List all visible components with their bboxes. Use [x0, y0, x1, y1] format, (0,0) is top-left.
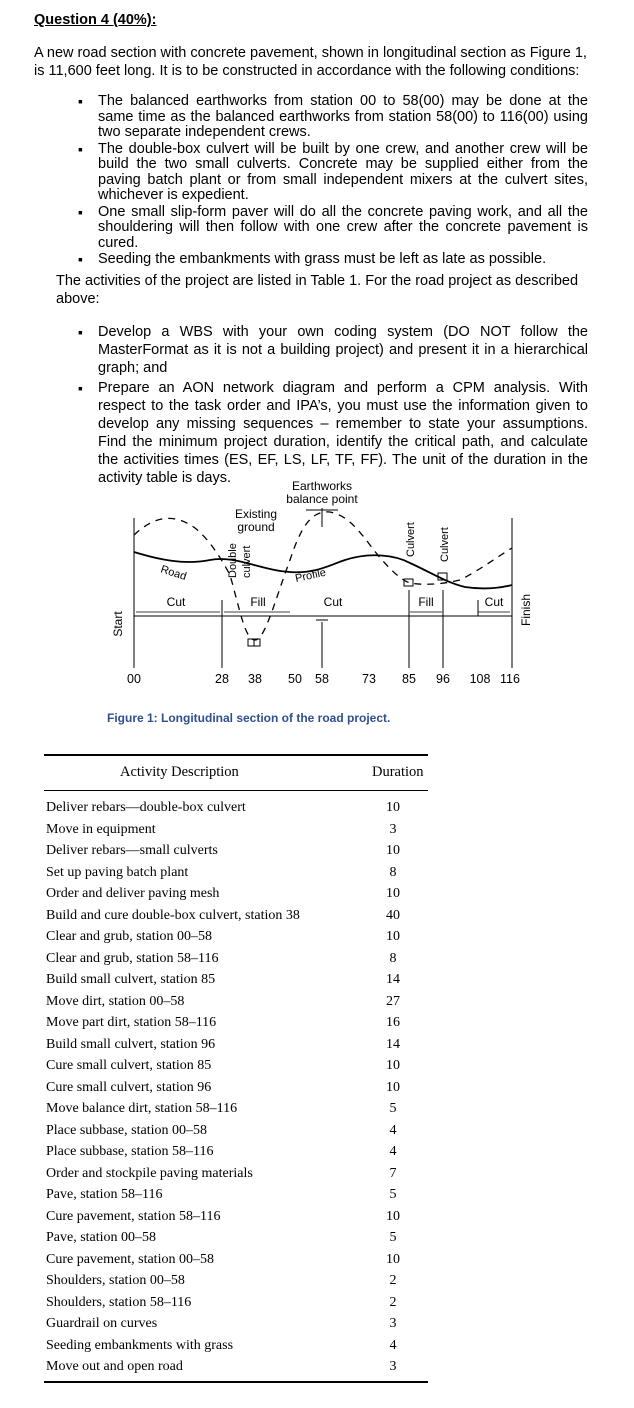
activity-description: Place subbase, station 58–116: [46, 1144, 214, 1159]
question-intro: A new road section with concrete pavement, shown in longitudinal section as Figure 1, is 11,600 feet long. It is to be constructed in accordance with the following conditions:: [34, 45, 587, 79]
table-row: [44, 1338, 428, 1360]
activity-duration: 16: [386, 1015, 400, 1030]
table-row: [44, 886, 428, 908]
activity-description: Cure pavement, station 58–116: [46, 1208, 221, 1224]
station-label: 38: [248, 672, 262, 686]
table-bottom-rule: [44, 1381, 428, 1383]
station-label: 28: [215, 672, 229, 686]
activity-description: Move balance dirt, station 58–116: [46, 1101, 238, 1116]
table-row: [44, 1080, 428, 1102]
table-row: [44, 1273, 428, 1295]
activity-duration: 8: [389, 950, 397, 966]
table-row: [44, 1101, 428, 1123]
table-row: [44, 1058, 428, 1080]
existing-ground-label: ground: [237, 520, 275, 534]
table-row: [44, 1144, 428, 1166]
activity-description: Move part dirt, station 58–116: [46, 1015, 217, 1030]
activity-description: Build and cure double-box culvert, station 38: [46, 907, 300, 923]
station-label: 108: [469, 672, 491, 686]
activity-description: Pave, station 00–58: [46, 1230, 157, 1245]
table-row: [44, 1187, 428, 1209]
tasks-list: [78, 323, 588, 489]
activity-description: Shoulders, station 00–58: [46, 1273, 185, 1288]
table-row: [44, 994, 428, 1016]
balance-point-label: balance point: [286, 492, 358, 506]
double-culvert-label: Double: [227, 543, 239, 578]
activity-description: Build small culvert, station 85: [46, 972, 216, 987]
activity-duration: 10: [386, 1058, 400, 1073]
activity-duration: 10: [386, 886, 400, 901]
activity-duration: 4: [389, 1122, 397, 1138]
table-row: [44, 1295, 428, 1317]
activity-description: Set up paving batch plant: [46, 864, 189, 880]
activity-duration: 14: [386, 972, 400, 987]
activity-duration: 14: [386, 1036, 400, 1052]
task-item: ▪ Prepare an AON network diagram and perform a CPM analysis. With respect to the task order and IPA’s, you must use the information given to develop any missing sequences – remember to state your assumptions. Find the minimum project duration, identify the critical path, and calculate the activities times (ES, EF, LS, LF, TF, FF). The unit of the duration in the activity table is days.: [78, 379, 588, 487]
condition-item: ▪ Seeding the embankments with grass must be left as late as possible.: [78, 252, 588, 268]
table-row: [44, 843, 428, 865]
activity-description: Cure small culvert, station 96: [46, 1079, 212, 1095]
condition-item: ▪ One small slip-form paver will do all the concrete paving work, and all the shouldering will then follow with one crew after the concrete pavement is cured.: [78, 205, 588, 252]
station-label: 50: [288, 672, 302, 686]
table-row: [44, 972, 428, 994]
table-row: [44, 1230, 428, 1252]
activity-description: Seeding embankments with grass: [46, 1337, 234, 1353]
activity-description: Order and deliver paving mesh: [46, 886, 220, 901]
activity-duration: 40: [386, 907, 400, 923]
activity-duration: 3: [389, 1316, 397, 1331]
cut-label: Cut: [323, 595, 343, 609]
station-label: 96: [436, 672, 450, 686]
activity-duration: 2: [389, 1273, 397, 1288]
fill-label: Fill: [250, 595, 266, 609]
question-title: Question 4 (40%):: [34, 12, 157, 28]
activity-description: Order and stockpile paving materials: [46, 1165, 253, 1181]
figure-caption: Figure 1: Longitudinal section of the road project.: [107, 711, 391, 725]
activity-description: Guardrail on curves: [46, 1316, 158, 1331]
station-label: 00: [127, 672, 141, 686]
activity-duration: 2: [389, 1294, 397, 1310]
activity-duration: 8: [389, 864, 397, 880]
activity-duration: 3: [389, 1359, 397, 1374]
table-row: [44, 800, 428, 822]
activity-duration: 5: [389, 1230, 397, 1245]
activity-description: Clear and grub, station 58–116: [46, 950, 219, 966]
activity-duration: 10: [386, 1208, 400, 1224]
existing-ground-label: Existing: [234, 507, 278, 521]
start-label: Start: [111, 611, 125, 637]
activity-description: Build small culvert, station 96: [46, 1036, 216, 1052]
road-label: Road: [159, 563, 188, 583]
station-label: 85: [402, 672, 416, 686]
profile-label: Profile: [294, 566, 328, 585]
activity-description: Move dirt, station 00–58: [46, 993, 185, 1009]
station-label: 58: [315, 672, 329, 686]
task-item: ▪ Develop a WBS with your own coding system (DO NOT follow the MasterFormat as it is not a building project) and present it in a hierarchical graph; and: [78, 323, 588, 377]
activity-description: Deliver rebars—small culverts: [46, 843, 218, 858]
station-label: 73: [362, 672, 376, 686]
longitudinal-section-figure: [0, 476, 634, 706]
station-label: 116: [500, 672, 520, 686]
table-header-rule: [44, 790, 428, 791]
activity-description: Shoulders, station 58–116: [46, 1294, 192, 1310]
activity-duration: 10: [386, 1251, 400, 1267]
culvert-label: Culvert: [439, 527, 451, 562]
table-row: [44, 1316, 428, 1338]
conditions-list: [78, 94, 588, 269]
table-row: [44, 929, 428, 951]
table-row: [44, 1015, 428, 1037]
table-row: [44, 908, 428, 930]
finish-label: Finish: [519, 593, 533, 627]
activity-description: Clear and grub, station 00–58: [46, 929, 213, 944]
activity-description: Cure pavement, station 00–58: [46, 1251, 214, 1267]
table-top-rule: [44, 754, 428, 756]
activity-duration: 10: [386, 929, 400, 944]
table-row: [44, 865, 428, 887]
activity-duration: 5: [389, 1187, 397, 1202]
activity-duration: 7: [389, 1165, 397, 1181]
table-row: [44, 951, 428, 973]
cut-label: Cut: [484, 595, 504, 609]
cut-label: Cut: [166, 595, 186, 609]
activities-intro: The activities of the project are listed in Table 1. For the road project as described above:: [56, 273, 579, 307]
activity-description: Place subbase, station 00–58: [46, 1122, 207, 1138]
activity-duration: 4: [389, 1337, 397, 1353]
header-duration: Duration: [372, 764, 424, 780]
table-row: [44, 1209, 428, 1231]
table-row: [44, 1037, 428, 1059]
fill-label: Fill: [418, 595, 434, 609]
table-row: [44, 822, 428, 844]
culvert-label: Culvert: [405, 522, 417, 557]
activity-description: Deliver rebars—double-box culvert: [46, 800, 246, 815]
table-row: [44, 1359, 428, 1381]
condition-item: ▪ The double-box culvert will be built by one crew, and another crew will be build the two small culverts. Concrete may be supplied either from the paving batch plant or from small independent mixers at the culvert sites, whichever is expedient.: [78, 142, 588, 204]
balance-point-label: Earthworks: [291, 479, 353, 493]
table-row: [44, 1166, 428, 1188]
activity-description: Pave, station 58–116: [46, 1187, 163, 1202]
double-culvert-label: culvert: [241, 545, 253, 578]
activity-description: Move in equipment: [46, 821, 156, 837]
activity-duration: 4: [389, 1144, 397, 1159]
activity-duration: 10: [386, 800, 400, 815]
activity-description: Move out and open road: [46, 1359, 183, 1374]
header-activity: Activity Description: [120, 764, 239, 780]
activity-duration: 27: [386, 993, 400, 1009]
activity-duration: 10: [386, 843, 400, 858]
activity-duration: 5: [389, 1101, 397, 1116]
table-row: [44, 1252, 428, 1274]
activity-duration: 10: [386, 1079, 400, 1095]
table-row: [44, 1123, 428, 1145]
condition-item: ▪ The balanced earthworks from station 00 to 58(00) may be done at the same time as the balanced earthworks from station 58(00) to 116(00) using two separate independent crews.: [78, 94, 588, 141]
activity-duration: 3: [389, 821, 397, 837]
activity-description: Cure small culvert, station 85: [46, 1058, 212, 1073]
